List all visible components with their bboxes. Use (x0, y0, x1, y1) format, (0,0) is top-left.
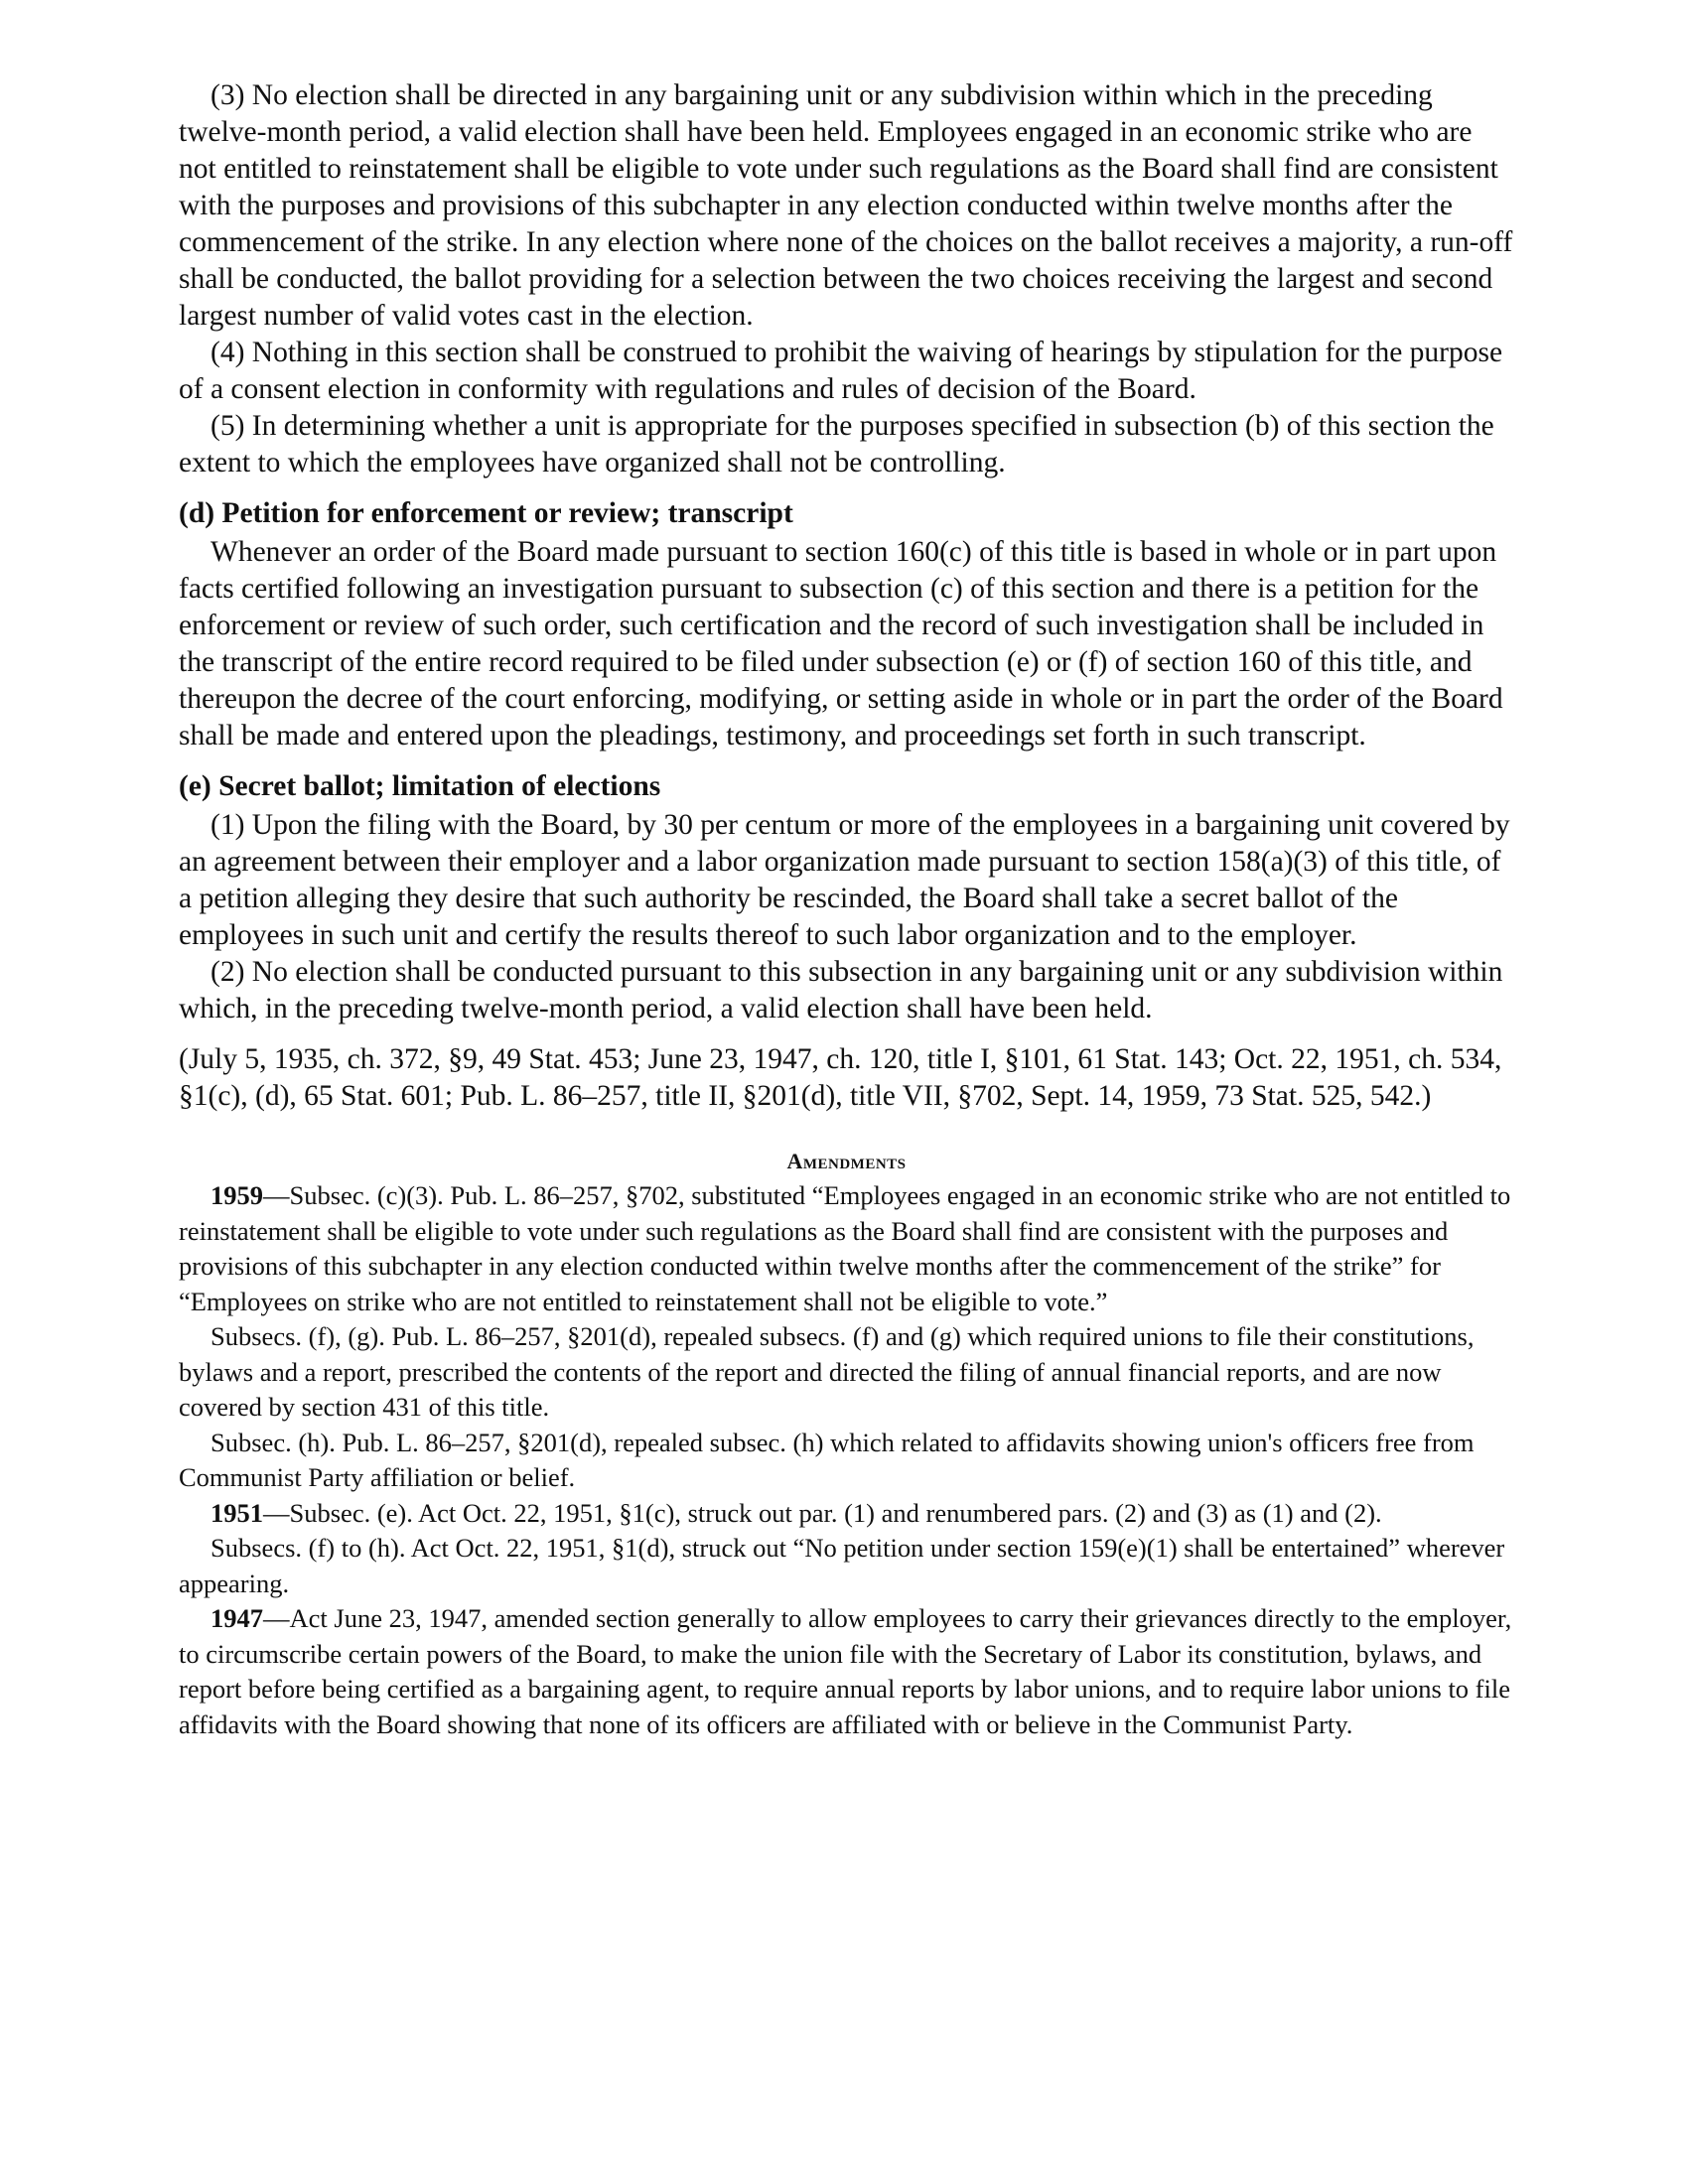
note-1951-fh: Subsecs. (f) to (h). Act Oct. 22, 1951, §1(d), struck out “No petition under section 159(e)(1) shall be entertained” wherever appearing. (179, 1533, 1505, 1598)
paragraph-c4: (4) Nothing in this section shall be construed to prohibit the waiving of hearings by stipulation for the purpose of a consent election in conformity with regulations and rules of decision of the Board. (179, 337, 1503, 405)
note-1959-h: Subsec. (h). Pub. L. 86–257, §201(d), repealed subsec. (h) which related to affidavits showing union's officers free from Communist Party affiliation or belief. (179, 1427, 1475, 1492)
note-year-1951: 1951 (211, 1497, 263, 1528)
note-text: —Subsec. (e). Act Oct. 22, 1951, §1(c), struck out par. (1) and renumbered pars. (2) and (3) as (1) and (2). (263, 1497, 1382, 1528)
paragraph-d1: Whenever an order of the Board made pursuant to section 160(c) of this title is based in whole or in part upon facts certified following an investigation pursuant to subsection (c) of this section and there is a petition for the enforcement or review of such order, such certification and the record of such investigation shall be included in the transcript of the entire record required to be filed under subsection (e) or (f) of section 160 of this title, and thereupon the decree of the court enforcing, modifying, or setting aside in whole or in part the order of the Board shall be made and entered upon the pleadings, testimony, and proceedings set forth in such transcript. (179, 536, 1503, 751)
note-1951-e (179, 1496, 1514, 1532)
note-text: —Act June 23, 1947, amended section generally to allow employees to carry their grievances directly to the employer, to circumscribe certain powers of the Board, to make the union file with the Secretary of Labor its constitution, bylaws, and report before being certified as a bargaining agent, to require annual reports by labor unions, and to require labor unions to file affidavits with the Board showing that none of its officers are affiliated with or believe in the Communist Party. (179, 1603, 1512, 1739)
note-1959-fg: Subsecs. (f), (g). Pub. L. 86–257, §201(d), repealed subsecs. (f) and (g) which required unions to file their constitutions, bylaws and a report, prescribed the contents of the report and directed the filing of annual financial reports, and are now covered by section 431 of this title. (179, 1321, 1475, 1422)
paragraph-e1: (1) Upon the filing with the Board, by 30 per centum or more of the employees in a bargaining unit covered by an agreement between their employer and a labor organization made pursuant to section 158(a)(3) of this title, of a petition alleging they desire that such authority be rescinded, the Board shall take a secret ballot of the employees in such unit and certify the results thereof to such labor organization and to the employer. (179, 809, 1510, 951)
subsection-d (179, 534, 1514, 754)
document-page (179, 77, 1514, 1742)
heading-subsection-d: (d) Petition for enforcement or review; transcript (179, 497, 793, 529)
statutory-citation: (July 5, 1935, ch. 372, §9, 49 Stat. 453; June 23, 1947, ch. 120, title I, §101, 61 Stat. 143; Oct. 22, 1951, ch. 534, §1(c), (d), 65 Stat. 601; Pub. L. 86–257, title II, §201(d), title VII, §702, Sept. 14, 1959, 73 Stat. 525, 542.) (179, 1043, 1502, 1112)
amendments-notes (179, 1178, 1514, 1742)
note-1959-c3 (179, 1178, 1514, 1319)
heading-subsection-e: (e) Secret ballot; limitation of elections (179, 770, 661, 802)
subsection-c-continuation (179, 77, 1514, 481)
note-text: —Subsec. (c)(3). Pub. L. 86–257, §702, substituted “Employees engaged in an economic strike who are not entitled to reinstatement shall be eligible to vote under such regulations as the Board shall find are consistent with the purposes and provisions of this subchapter in any election conducted within twelve months after the commencement of the strike” for “Employees on strike who are not entitled to reinstatement shall not be eligible to vote.” (179, 1180, 1511, 1316)
subsection-e (179, 807, 1514, 1027)
paragraph-c3: (3) No election shall be directed in any bargaining unit or any subdivision within which in the preceding twelve-month period, a valid election shall have been held. Employees engaged in an economic strike who are not entitled to reinstatement shall be eligible to vote under such regulations as the Board shall find are consistent with the purposes and provisions of this subchapter in any election conducted within twelve months after the commencement of the strike. In any election where none of the choices on the ballot receives a majority, a run-off shall be conducted, the ballot providing for a selection between the two choices receiving the largest and second largest number of valid votes cast in the election. (179, 79, 1513, 332)
note-1947 (179, 1601, 1514, 1742)
paragraph-e2: (2) No election shall be conducted pursuant to this subsection in any bargaining unit or any subdivision within which, in the preceding twelve-month period, a valid election shall have been held. (179, 956, 1503, 1024)
note-year-1959: 1959 (211, 1180, 263, 1210)
paragraph-c5: (5) In determining whether a unit is appropriate for the purposes specified in subsection (b) of this section the extent to which the employees have organized shall not be controlling. (179, 410, 1494, 478)
amendments-title: Amendments (786, 1149, 907, 1173)
note-year-1947: 1947 (211, 1603, 263, 1633)
